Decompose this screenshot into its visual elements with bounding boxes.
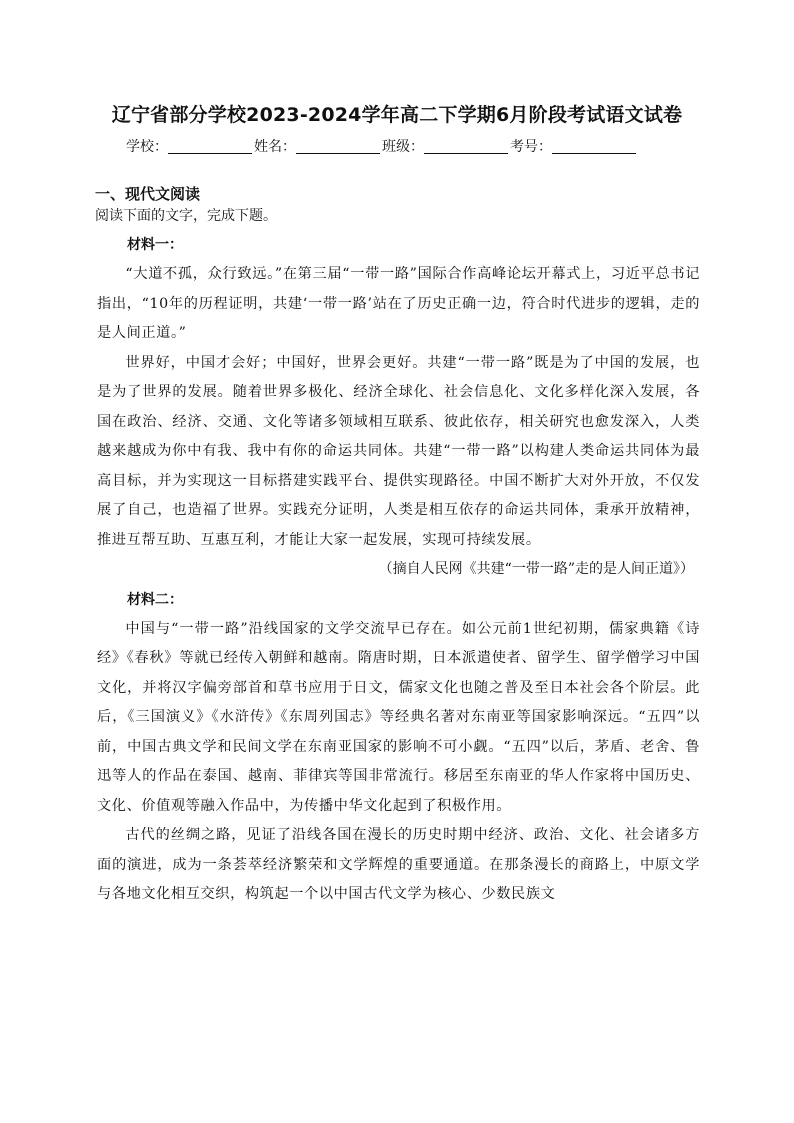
reading-passage <box>97 230 700 910</box>
name-blank[interactable] <box>296 139 380 154</box>
material2-label: 材料二： <box>127 591 183 608</box>
number-label: 考号： <box>510 139 552 155</box>
number-blank[interactable] <box>552 139 636 154</box>
section-heading: 一、现代文阅读 <box>95 185 201 203</box>
material2-paragraph-2: 古代的丝绸之路，见证了沿线各国在漫长的历史时期中经济、政治、文化、社会诸多方面的演进，成为一条荟萃经济繁荣和文学辉煌的重要通道。在那条漫长的商路上，中原文学与各地文化相互交织，构筑起一个以中国古代文学为核心、少数民族文 <box>97 827 700 902</box>
material1-label: 材料一： <box>127 237 183 253</box>
school-label: 学校： <box>126 139 168 155</box>
section-instruction: 阅读下面的文字，完成下题。 <box>95 208 277 224</box>
material1-paragraph-2: 世界好，中国才会好；中国好，世界会更好。共建“一带一路”既是为了中国的发展，也是为了世界的发展。随着世界多极化、经济全球化、社会信息化、文化多样化深入发展，各国在政治、经济、交通、文化等诸多领域相互联系、彼此依存，相关研究也愈发深入，人类越来越成为你中有我、我中有你的命运共同体。共建“一带一路”以构建人类命运共同体为最高目标，并为实现这一目标搭建实践平台、提供实现路径。中国不断扩大对外开放，不仅发展了自己，也造福了世界。实践充分证明，人类是相互依存的命运共同体，秉承开放精神，推进互帮互助、互惠互利，才能让大家一起发展，实现可持续发展。 <box>97 354 700 548</box>
school-blank[interactable] <box>168 139 252 154</box>
student-info-line <box>126 136 686 156</box>
class-label: 班级： <box>382 139 424 155</box>
material2-paragraph-1: 中国与“一带一路”沿线国家的文学交流早已存在。如公元前1世纪初期，儒家典籍《诗经》《春秋》等就已经传入朝鲜和越南。隋唐时期，日本派遣使者、留学生、留学僧学习中国文化，并将汉字偏旁部首和草书应用于日文，儒家文化也随之普及至日本社会各个阶层。此后，《三国演义》《水浒传》《东周列国志》等经典名著对东南亚等国家影响深远。“五四”以前，中国古典文学和民间文学在东南亚国家的影响不可小觑。“五四”以后，茅盾、老舍、鲁迅等人的作品在泰国、越南、菲律宾等国非常流行。移居至东南亚的华人作家将中国历史、文化、价值观等融入作品中，为传播中华文化起到了积极作用。 <box>97 620 700 814</box>
class-blank[interactable] <box>424 139 508 154</box>
exam-title: 辽宁省部分学校2023-2024学年高二下学期6月阶段考试语文试卷 <box>111 104 683 126</box>
material1-paragraph-1: “大道不孤，众行致远。”在第三届“一带一路”国际合作高峰论坛开幕式上，习近平总书记指出，“10年的历程证明，共建‘一带一路’站在了历史正确一边，符合时代进步的逻辑，走的是人间正道。” <box>97 266 700 341</box>
name-label: 姓名： <box>254 139 296 155</box>
material1-source: （摘自人民网《共建“一带一路”走的是人间正道》） <box>378 561 694 577</box>
